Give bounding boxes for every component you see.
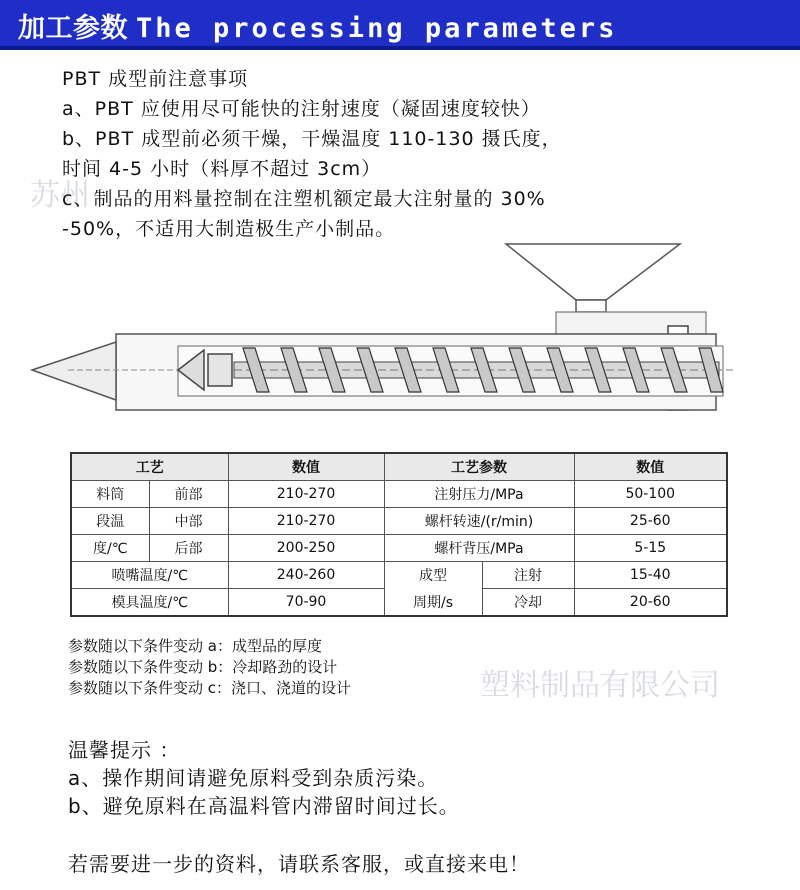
barrel-label: 料筒	[71, 481, 149, 508]
cycle-label-1: 成型	[384, 562, 482, 589]
param-value: 50-100	[574, 481, 727, 508]
condition-line: 参数随以下条件变动 c：浇口、浇道的设计	[68, 679, 352, 697]
check-ring	[208, 354, 232, 386]
param-label: 螺杆背压/MPa	[384, 535, 574, 562]
nozzle-temp: 240-260	[228, 562, 384, 589]
precaution-line: b、PBT 成型前必须干燥，干燥温度 110-130 摄氏度，	[62, 128, 562, 150]
nozzle-label: 喷嘴温度/℃	[71, 562, 228, 589]
condition-line: 参数随以下条件变动 b：冷却路劲的设计	[68, 658, 338, 676]
precaution-line: -50%，不适用大制造极生产小制品。	[62, 218, 396, 240]
table-row	[71, 562, 727, 589]
mold-temp: 70-90	[228, 589, 384, 617]
precaution-line: c、制品的用料量控制在注塑机额定最大注射量的 30%	[62, 188, 546, 210]
tips-title: 温馨提示 ：	[68, 738, 181, 762]
mold-label: 模具温度/℃	[71, 589, 228, 617]
header-param: 工艺参数	[384, 453, 574, 481]
processing-parameters-table	[70, 452, 728, 617]
screw-barrel-diagram	[28, 242, 748, 432]
param-label: 注射压力/MPa	[384, 481, 574, 508]
contact-line: 若需要进一步的资料，请联系客服，或直接来电！	[68, 852, 530, 876]
header-process: 工艺	[71, 453, 228, 481]
inject-value: 15-40	[574, 562, 727, 589]
header-title-cn: 加工参数	[18, 13, 128, 44]
precaution-line: 时间 4-5 小时（料厚不超过 3cm）	[62, 158, 382, 180]
zone-label: 中部	[149, 508, 228, 535]
hopper-throat	[576, 300, 606, 312]
table-header-row	[71, 453, 727, 481]
conditions-section	[68, 636, 351, 699]
condition-line: 参数随以下条件变动 a：成型品的厚度	[68, 637, 322, 655]
zone-label: 后部	[149, 535, 228, 562]
barrel-label: 度/℃	[71, 535, 149, 562]
table-row	[71, 481, 727, 508]
param-label: 螺杆转速/(r/min)	[384, 508, 574, 535]
zone-temp: 210-270	[228, 508, 384, 535]
watermark-right: 塑料制品有限公司	[480, 668, 720, 703]
barrel-label: 段温	[71, 508, 149, 535]
header-value: 数值	[228, 453, 384, 481]
table-row	[71, 535, 727, 562]
zone-temp: 200-250	[228, 535, 384, 562]
inject-label: 注射	[482, 562, 574, 589]
table-row	[71, 589, 727, 617]
tip-line: a、操作期间请避免原料受到杂质污染。	[68, 766, 439, 790]
param-value: 25-60	[574, 508, 727, 535]
zone-temp: 210-270	[228, 481, 384, 508]
header-title	[18, 6, 617, 45]
cool-label: 冷却	[482, 589, 574, 617]
nozzle-icon	[32, 342, 116, 400]
precautions-title: PBT 成型前注意事项	[62, 68, 249, 90]
header-title-en: The processing parameters	[136, 13, 618, 44]
hopper-icon	[506, 244, 680, 300]
header-banner	[0, 0, 800, 50]
cool-value: 20-60	[574, 589, 727, 617]
cycle-label-2: 周期/s	[384, 589, 482, 617]
precaution-line: a、PBT 应使用尽可能快的注射速度（凝固速度较快）	[62, 98, 541, 120]
param-value: 5-15	[574, 535, 727, 562]
watermark-left: 苏州	[30, 178, 90, 213]
zone-label: 前部	[149, 481, 228, 508]
header-value-2: 数值	[574, 453, 727, 481]
precautions-section	[62, 64, 562, 244]
tip-line: b、避免原料在高温料管内滞留时间过长。	[68, 794, 460, 818]
table-row	[71, 508, 727, 535]
tips-section	[68, 736, 460, 820]
